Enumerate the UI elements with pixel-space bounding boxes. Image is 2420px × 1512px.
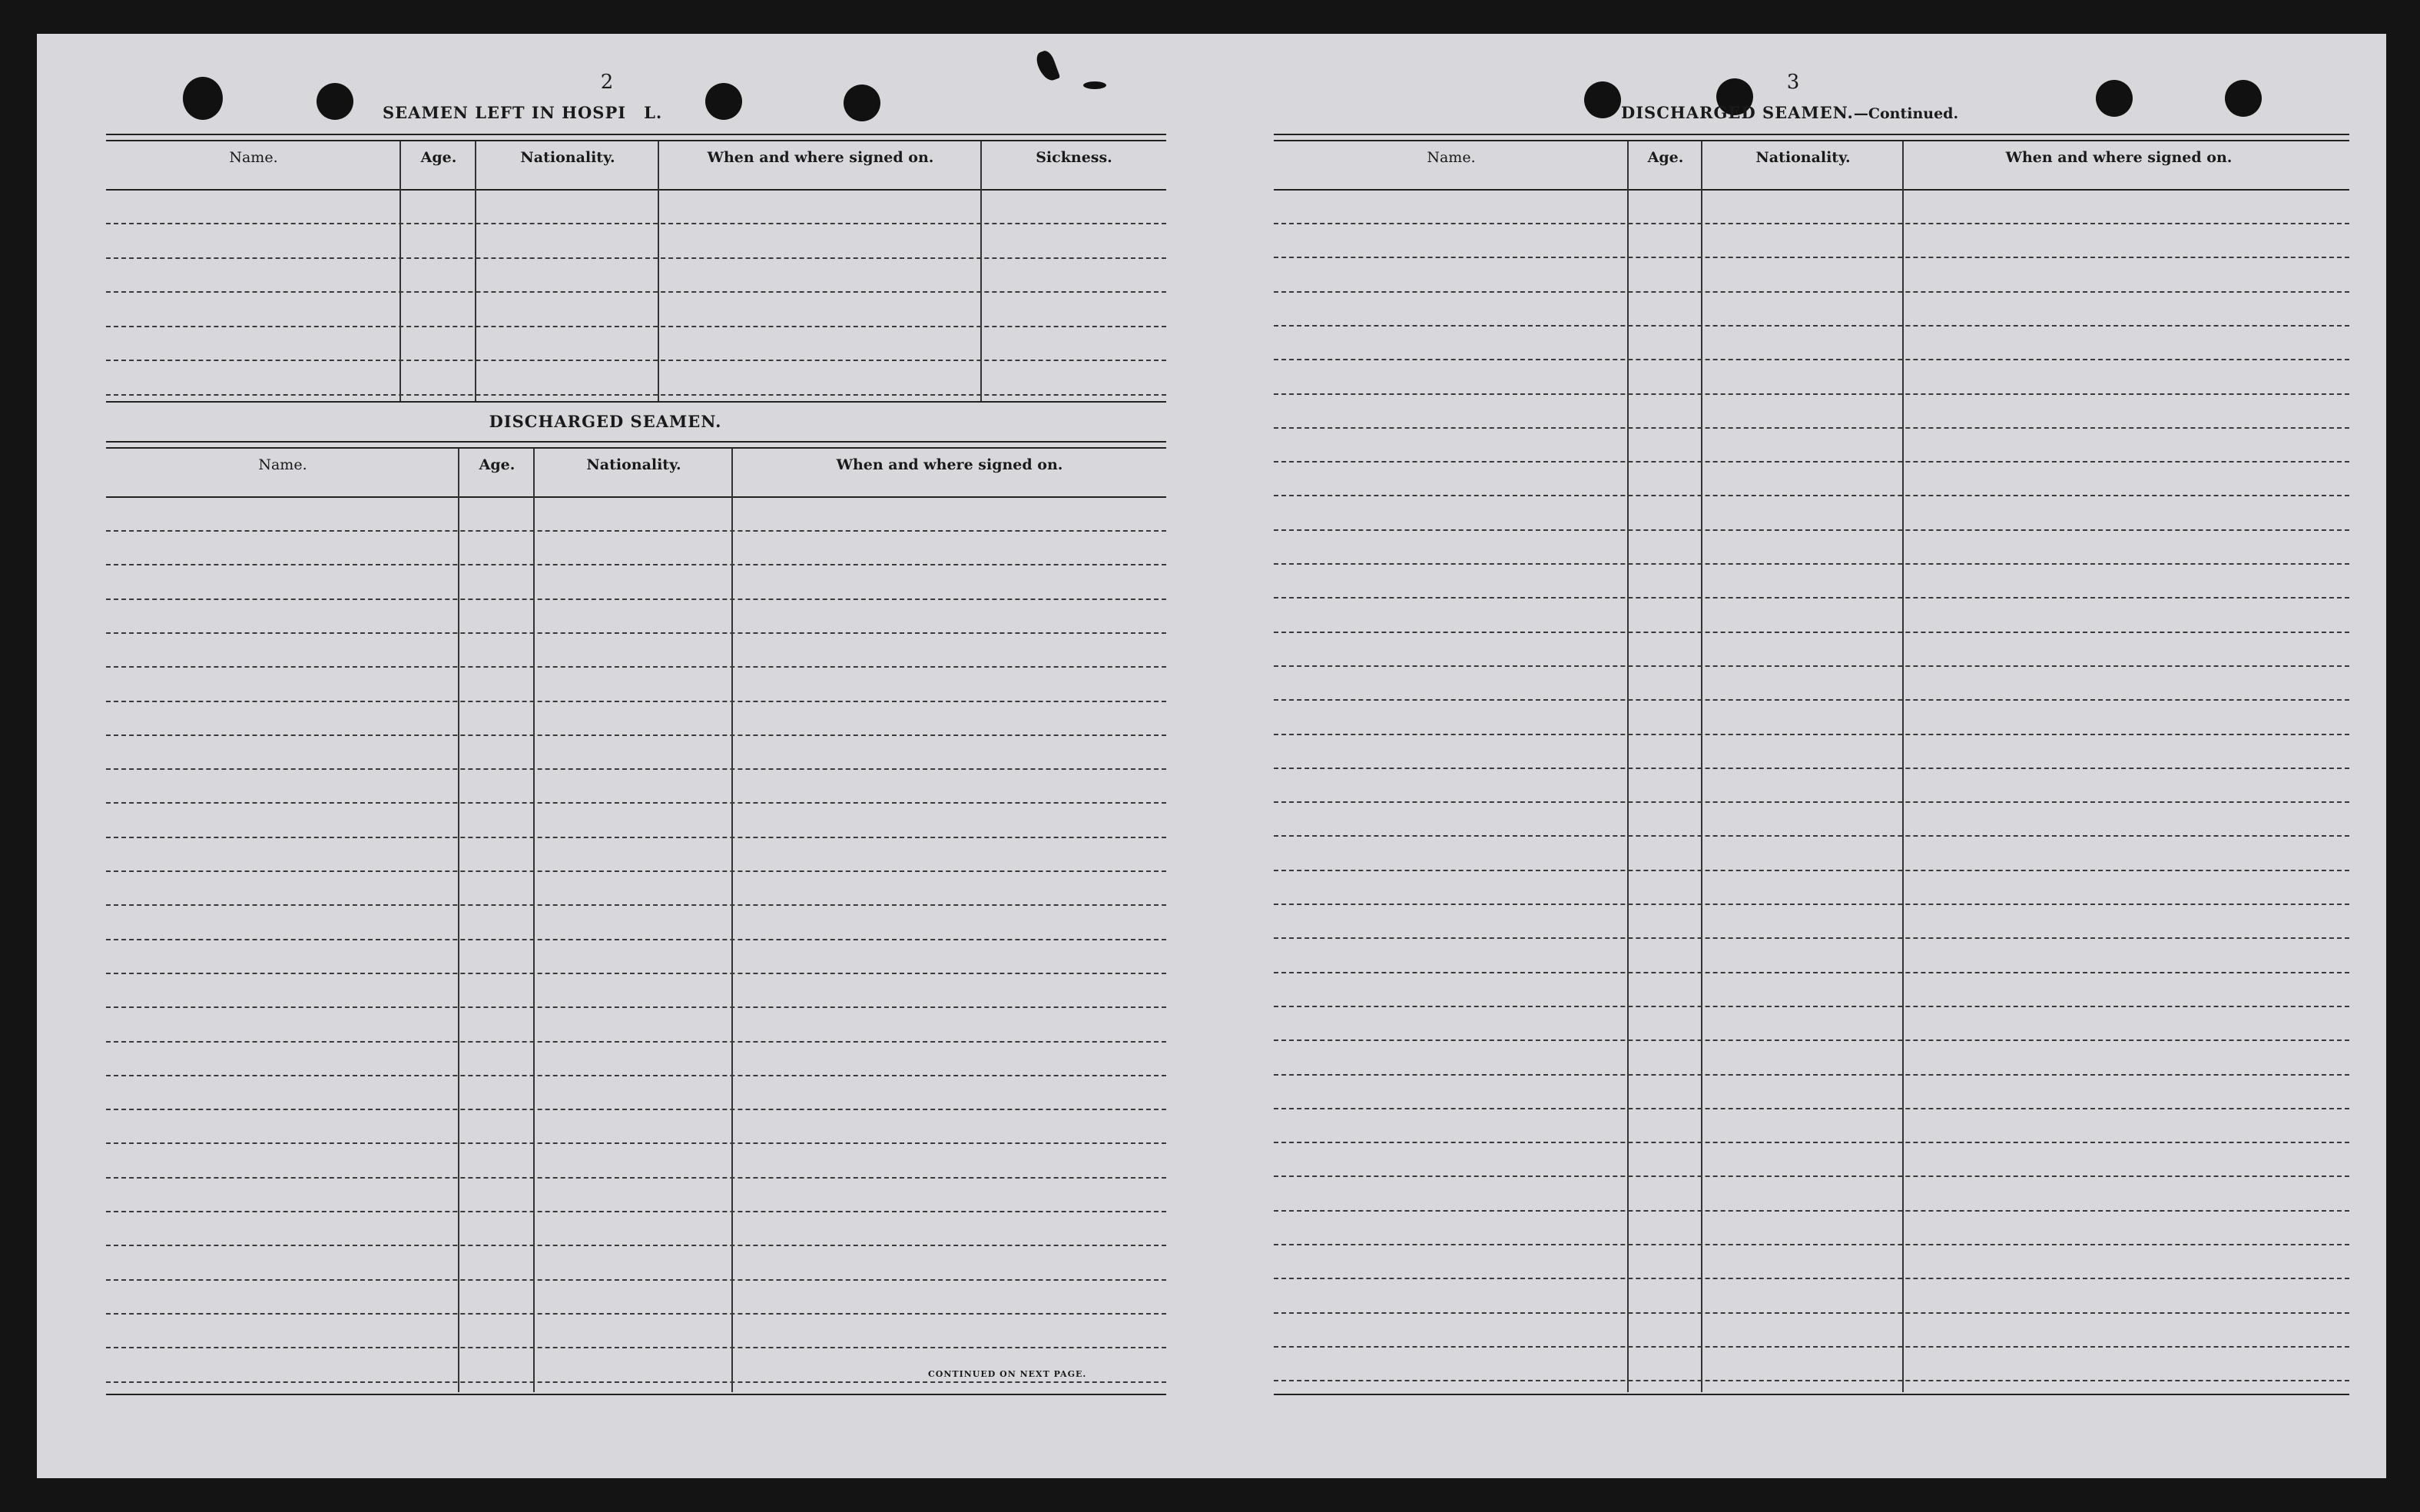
row-rule [1274, 563, 2349, 565]
row-rule [1274, 529, 2349, 531]
column-header-name: Name. [258, 456, 307, 473]
row-rule [106, 326, 1166, 327]
punch-hole [183, 77, 223, 120]
row-rule [106, 564, 1166, 565]
column-header-name: Name. [229, 149, 278, 166]
row-rule [106, 1075, 1166, 1076]
section-title-text: DISCHARGED SEAMEN. [1621, 103, 1854, 122]
row-rule [106, 768, 1166, 770]
row-rule [1274, 665, 2349, 667]
row-rule [106, 666, 1166, 668]
row-rule [1274, 597, 2349, 598]
discharged-continued-table [1274, 141, 2349, 1395]
row-rule [106, 394, 1166, 396]
column-header-nationality: Nationality. [1755, 149, 1851, 166]
row-rule [1274, 1142, 2349, 1143]
row-rule [106, 1211, 1166, 1212]
row-rule [1274, 1074, 2349, 1076]
row-rule [1274, 1278, 2349, 1279]
row-rule [1274, 393, 2349, 395]
row-rule [1274, 1346, 2349, 1348]
row-rule [106, 632, 1166, 634]
row-rule [1274, 1380, 2349, 1381]
row-rule [1274, 1244, 2349, 1245]
row-rule [106, 257, 1166, 259]
row-rule [106, 1245, 1166, 1246]
section-title-hospital: SEAMEN LEFT IN HOSPI L. [383, 103, 663, 122]
row-rule [1274, 1312, 2349, 1314]
row-rule [106, 870, 1166, 872]
discharged-table [106, 449, 1166, 1395]
row-rule [1274, 1210, 2349, 1212]
row-rule [1274, 870, 2349, 871]
table-rows [1274, 141, 2349, 1395]
row-rule [1274, 632, 2349, 633]
row-rule [1274, 972, 2349, 973]
double-rule [106, 134, 1166, 141]
row-rule [106, 1381, 1166, 1383]
row-rule [1274, 427, 2349, 429]
row-rule [1274, 223, 2349, 224]
row-rule [1274, 257, 2349, 258]
row-rule [1274, 1006, 2349, 1007]
row-rule [1274, 325, 2349, 327]
row-rule [1274, 937, 2349, 939]
row-rule [1274, 495, 2349, 496]
row-rule [1274, 1108, 2349, 1109]
row-rule [106, 1177, 1166, 1179]
row-rule [106, 802, 1166, 804]
row-rule [1274, 699, 2349, 701]
punch-hole [2225, 80, 2262, 117]
table-rows [106, 449, 1166, 1395]
row-rule [1274, 359, 2349, 360]
row-rule [106, 530, 1166, 532]
section-title-suffix: —Continued. [1853, 105, 1959, 122]
ink-mark [1034, 48, 1060, 83]
row-rule [106, 1006, 1166, 1008]
table-bottom-rule [106, 1394, 1166, 1395]
column-header-signed-on: When and where signed on. [2005, 149, 2233, 166]
row-rule [106, 291, 1166, 293]
row-rule [106, 701, 1166, 702]
hospital-table [106, 141, 1166, 403]
row-rule [106, 223, 1166, 224]
punch-hole [1584, 81, 1621, 118]
row-rule [106, 1279, 1166, 1281]
page-number: 3 [1786, 71, 1800, 94]
section-title-discharged: DISCHARGED SEAMEN. [489, 412, 722, 431]
row-rule [1274, 1040, 2349, 1041]
row-rule [1274, 768, 2349, 769]
row-rule [106, 904, 1166, 906]
row-rule [1274, 1175, 2349, 1177]
double-rule [106, 441, 1166, 449]
table-bottom-rule [106, 401, 1166, 403]
row-rule [106, 1109, 1166, 1110]
row-rule [106, 1041, 1166, 1043]
row-rule [1274, 835, 2349, 837]
column-header-nationality: Nationality. [520, 149, 615, 166]
column-header-age: Age. [1647, 149, 1684, 166]
row-rule [106, 1347, 1166, 1348]
ledger-sheet [37, 34, 2386, 1478]
section-title-discharged-continued [1621, 103, 2005, 122]
row-rule [106, 973, 1166, 974]
row-rule [1274, 801, 2349, 803]
column-header-age: Age. [420, 149, 457, 166]
row-rule [106, 939, 1166, 940]
page-number: 2 [600, 71, 614, 94]
punch-hole [317, 83, 353, 120]
column-header-signed-on: When and where signed on. [836, 456, 1063, 473]
column-header-nationality: Nationality. [586, 456, 681, 473]
punch-hole [844, 85, 880, 121]
continued-note: CONTINUED ON NEXT PAGE. [928, 1369, 1087, 1379]
table-bottom-rule [1274, 1394, 2349, 1395]
ink-mark [1083, 81, 1106, 89]
row-rule [1274, 291, 2349, 293]
column-header-signed-on: When and where signed on. [707, 149, 934, 166]
column-header-age: Age. [479, 456, 515, 473]
column-header-name: Name. [1427, 149, 1476, 166]
table-rows [106, 141, 1166, 403]
row-rule [106, 1313, 1166, 1315]
column-header-sickness: Sickness. [1036, 149, 1112, 166]
row-rule [1274, 461, 2349, 463]
row-rule [106, 360, 1166, 361]
row-rule [106, 598, 1166, 600]
row-rule [106, 1142, 1166, 1144]
double-rule [1274, 134, 2349, 141]
row-rule [106, 734, 1166, 736]
row-rule [1274, 734, 2349, 735]
punch-hole [2096, 80, 2133, 117]
row-rule [106, 837, 1166, 838]
row-rule [1274, 904, 2349, 905]
